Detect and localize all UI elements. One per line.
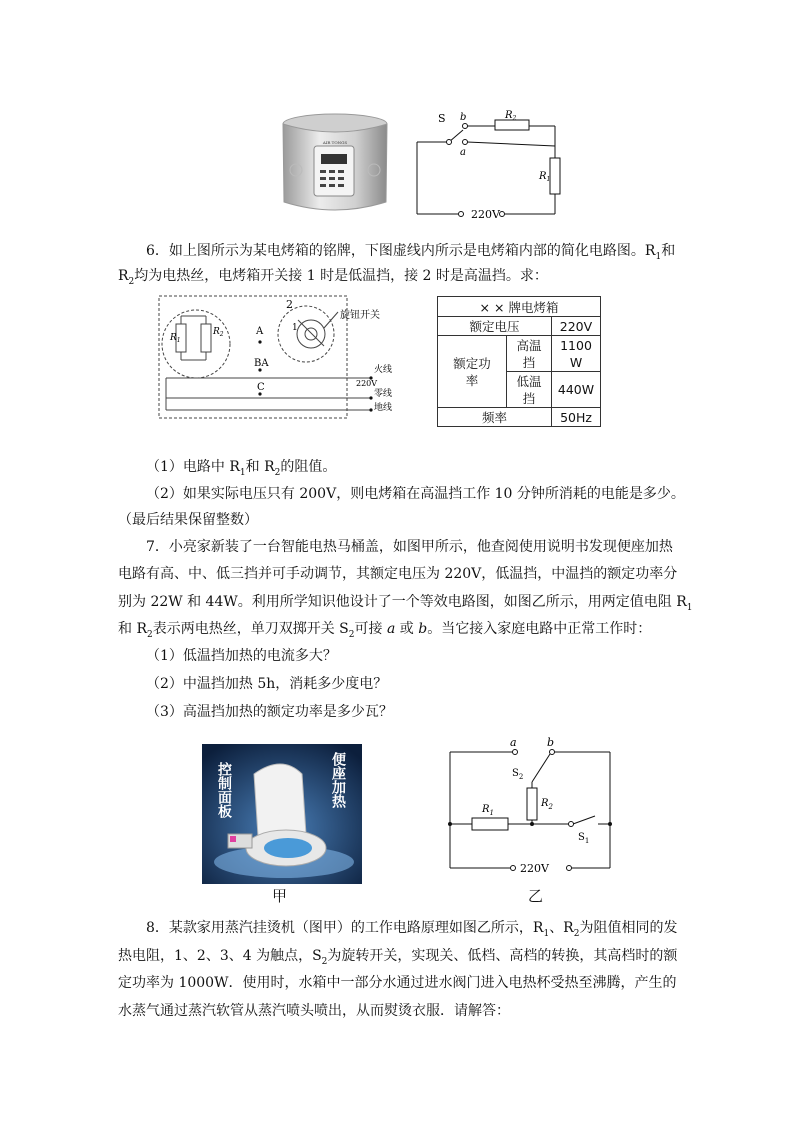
oven-r1-sub: 1 — [176, 337, 181, 344]
yi-r2-label: R — [541, 798, 549, 809]
yi-r2-sub: 2 — [548, 803, 553, 811]
q7-line4: 和 $R_2$表示两电热丝，单刀双掷开关 $S_2$可接 a 或 b。当它接入家庭电路中正常工作时： — [118, 621, 652, 640]
q7-sub3: （3）高温挡加热的额定功率是多少瓦？ — [146, 704, 393, 720]
yi-contact-b: b — [547, 736, 555, 749]
spec-rated-voltage: 220V — [552, 317, 601, 336]
q6-line1: 6．如上图所示为某电烤箱的铭牌，下图虚线内所示是电烤箱内部的简化电路图。$R_1$和 — [146, 243, 676, 262]
oven-contact-1: 1 — [292, 323, 298, 333]
oven-voltage-label: 220V — [356, 379, 378, 388]
q7-line1: 7．小亮家新装了一台智能电热马桶盖，如图甲所示，他查阅使用说明书发现便座加热 — [146, 539, 673, 555]
yi-voltage-label: 220V — [520, 862, 549, 875]
spec-low-label: 低温 挡 — [507, 372, 552, 408]
oven-contact-2: 2 — [286, 298, 293, 311]
device-brand: AIR TONGS — [322, 140, 348, 145]
rice-cooker-photo — [276, 110, 394, 220]
q7-sub2: （2）中温挡加热 5h，消耗多少度电？ — [146, 676, 388, 692]
fig-yi-caption: 乙 — [528, 887, 544, 905]
spec-freq-value: 50Hz — [552, 408, 601, 427]
yi-r1-label: R — [482, 804, 490, 815]
yi-s2-sub: 2 — [518, 773, 524, 781]
svg-text:R1 — [538, 171, 550, 183]
spec-low-value: 440W — [552, 372, 601, 408]
svg-text:R2 — [504, 110, 517, 122]
top-r2-label: R — [505, 110, 513, 121]
oven-spec-table — [437, 296, 601, 427]
top-voltage-label: 220V — [471, 208, 500, 221]
top-contact-a: a — [460, 147, 466, 158]
toilet-circuit-diagram — [440, 736, 620, 882]
q6-sub2-line2: （最后结果保留整数） — [118, 512, 258, 528]
q6-line2: $R_2$均为电热丝，电烤箱开关接 1 时是低温挡，接 2 时是高温挡。求： — [118, 268, 548, 287]
spec-high-label: 高温 挡 — [507, 336, 552, 372]
oven-label-a: A — [256, 326, 264, 337]
yi-s1-label: S — [578, 832, 585, 843]
q8-line3: 定功率为 1000W．使用时，水箱中一部分水通过进水阀门进入电热杯受热至沸腾，产生的 — [118, 975, 677, 991]
svg-text:R2 — [540, 798, 554, 811]
yi-s1-sub: 1 — [584, 837, 590, 845]
oven-ground-label: 地线 — [374, 403, 393, 413]
oven-circuit-diagram — [156, 294, 406, 424]
svg-text:S2 — [512, 768, 523, 781]
q7-line2: 电路有高、中、低三挡并可手动调节，其额定电压为 220V，低温挡，中温挡的额定功率分 — [118, 566, 678, 582]
oven-r1-label: R — [170, 333, 177, 343]
q8-line1: 8．某款家用蒸汽挂烫机（图甲）的工作电路原理如图乙所示，$R_1$、$R_2$为阻值相同的发 — [146, 920, 678, 939]
yi-contact-a: a — [510, 736, 517, 749]
oven-zero-label: 零线 — [374, 389, 393, 399]
toilet-right-label: 便座加热 — [330, 752, 346, 808]
top-r2-sub: 2 — [512, 115, 517, 122]
spec-rated-voltage-label: 额定电压 — [438, 317, 552, 336]
spec-freq-label: 频率 — [438, 408, 552, 427]
oven-r2-label: R — [213, 327, 220, 337]
fig-jia-caption: 甲 — [272, 887, 288, 905]
top-contact-b: b — [460, 112, 467, 123]
q8-line2: 热电阻，1、2、3、4 为触点，$S_2$为旋转开关，实现关、低档、高档的转换，其高档时的额 — [118, 948, 678, 967]
oven-label-ba: BA — [254, 358, 269, 369]
yi-r1-sub: 1 — [489, 809, 494, 817]
q7-sub1: （1）低温挡加热的电流多大？ — [146, 648, 337, 664]
spec-title: × × 牌电烤箱 — [438, 297, 601, 317]
svg-text:R2 — [212, 327, 224, 338]
q7-line3: 别为 22W 和 44W。利用所学知识他设计了一个等效电路图，如图乙所示，用两定值电阻 $R_1$ — [118, 594, 693, 613]
top-r1-sub: 1 — [546, 176, 551, 183]
top-r1-label: R — [539, 171, 547, 182]
yi-s2-label: S — [512, 768, 519, 779]
oven-r2-sub: 2 — [219, 331, 224, 338]
spec-power-label: 额定功 率 — [438, 336, 507, 408]
top-circuit-diagram — [405, 106, 575, 222]
oven-fire-label: 火线 — [374, 365, 393, 375]
toilet-seat-photo — [202, 744, 362, 884]
oven-knob-label: 旋钮开关 — [340, 310, 380, 321]
spec-high-value: 1100 W — [552, 336, 601, 372]
toilet-left-label: 控制面板 — [216, 762, 232, 818]
q6-sub2-line1: （2）如果实际电压只有 200V，则电烤箱在高温挡工作 10 分钟所消耗的电能是多少。 — [146, 486, 685, 502]
top-switch-label: S — [438, 112, 446, 125]
svg-text:R1 — [481, 804, 494, 817]
svg-text:R1 — [169, 333, 181, 344]
q6-sub1: （1）电路中 $R_1$和 $R_2$的阻值。 — [146, 459, 337, 478]
oven-label-c: C — [257, 382, 265, 393]
q8-line4: 水蒸气通过蒸汽软管从蒸汽喷头喷出，从而熨烫衣服．请解答： — [118, 1003, 510, 1019]
svg-text:S1 — [578, 832, 589, 845]
